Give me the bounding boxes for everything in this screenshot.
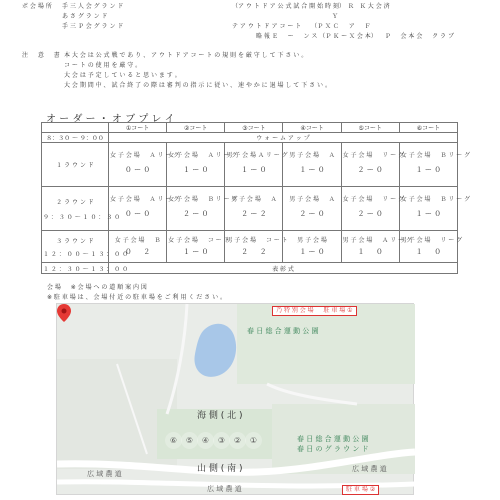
road-label: 広 域 農 道 [352,465,387,473]
match-score: ２ ２ [241,247,267,256]
match-cell [225,143,288,187]
match-score: １ ー ０ [183,166,209,174]
venue-key: 手 三 人 会 グ ラ ン ド [62,3,124,10]
match-score: ０ ー ０ [124,166,151,174]
court-header: ⑥コート [399,123,457,133]
court-marker[interactable]: ③ [213,432,230,449]
match-score: ０ ー ０ [124,210,151,218]
round-label: １ ラ ウ ン ド [42,143,109,187]
table-row [42,143,458,187]
warmup-row [42,133,458,143]
match-score: ２ ー ０ [299,210,325,218]
match-score: １ ０ [357,247,383,256]
court-marker[interactable]: ② [229,432,246,449]
info-row-2 [0,13,500,22]
ground-label-2: 春 日 の グ ラ ウ ン ド [297,445,369,453]
section-title: オ ー ダ ー ・ オ ブ プ レ イ [46,114,175,125]
match-type: 男 子 会 場 コ ー ト [226,236,288,244]
ceremony-time: １ ２ ： ３ ０ 〜 １ ３ ： ０ ０ [42,263,109,274]
warmup-time: ８：３０ 〜 ９：００ [42,133,109,143]
table-header-row [42,123,458,133]
ceremony-text: 表 彰 式 [109,263,458,274]
road-label: 広 域 農 道 [87,470,122,478]
match-cell [399,143,471,187]
court-header: ①コート [109,123,167,133]
map-note-line: ※ 駐 車 場 は 、 会 場 付 近 の 駐 車 場 を ご 利 用 く だ さ い 。 [47,294,226,301]
match-cell [399,231,463,263]
ceremony-row [42,263,458,274]
venue-value: （ア ウ ト ド ア 公 式 試 合 開 始 時 刻） Ｒ Ｋ 大 会 済 [232,3,390,10]
note-line: 本 大 会 は 公 式 戦 で あ り 、 ア ウ ト ド ア コ ー ト の 規 則 を 厳 守 し て 下 さ い 。 [64,52,308,59]
court-marker[interactable]: ④ [197,432,214,449]
info-value-2: Ｙ [332,13,339,20]
info-key-3: 手 三 Ｐ 会 グ ラ ン ド [62,23,124,30]
road-label: 広 域 農 道 [207,485,242,493]
round-label: ２ ラ ウ ン ド ９ ： ３ ０ 〜 １ ０ ： ３ ０ [42,187,109,231]
info-row-3 [0,23,500,32]
court-header: ②コート [167,123,225,133]
south-side-label: 山 側 ( 南 ) [197,464,243,474]
match-cell [109,187,180,231]
match-type: 女 子 会 場 リ ー グ [342,152,404,159]
warmup-text: ウ ォ ー ム ア ッ プ [109,133,458,143]
match-type: 男 子 会 場 Ａ リ ー グ [342,236,412,244]
match-type: 女 子 会 場 Ｂ リ ー グ [400,196,471,203]
venue-label: ボ 会 場 所 [22,3,52,10]
match-score: ２ ー ０ [357,166,383,174]
match-cell [167,231,230,263]
match-cell [399,187,471,231]
match-cell [225,231,288,263]
info-key-2: あ さ グ ラ ン ド [62,13,108,20]
park-area [237,304,415,384]
match-type: 男 子 会 場 [297,236,327,244]
pond-shape [194,324,236,377]
match-type: 女 子 会 場 リ ー グ [342,196,404,203]
match-type: 男 子 会 場 Ａ [231,196,277,203]
match-type: 女 子 会 場 Ｂ リ ー グ [400,152,471,159]
ground-label-1: 春 日 総 合 運 動 公 園 [297,435,369,443]
notes-label: 注 意 書 [22,52,60,59]
match-cell [341,187,404,231]
match-type: 女 子 会 場 Ａ リ ー グ [110,196,180,203]
match-type: 女 子 会 場 Ａ リ ー グ [110,152,180,159]
match-type: 女 子 会 場 Ａ リ ー グ [168,152,238,159]
parking-tag-2[interactable]: 駐 車 場 ② [342,485,379,495]
match-type: 男 子 会 場 リ ー グ [400,236,463,244]
match-type: 男 子 会 場 Ａ [289,152,335,159]
venue-map[interactable] [56,303,414,495]
match-cell [167,143,238,187]
match-score: １ ー ０ [415,166,442,174]
info-row-4 [0,33,500,42]
match-type: 男 子 会 場 Ａ [289,196,335,203]
table-row [42,231,458,263]
match-type: 女 子 会 場 コ ー ト [168,236,230,244]
info-value-4: 略 報 Ｅ ー ン ス （Ｐ Ｋ ー Ｘ 会 本） Ｐ 会 本 会 ク ラ ブ [256,33,454,40]
match-cell [225,187,283,231]
match-type: 女 子 会 場 Ｂ リ ー グ [168,196,238,203]
match-score: ０ ２ [124,247,151,256]
match-score: １ ０ [415,247,442,256]
park-label: 春 日 総 合 運 動 公 園 [247,327,319,335]
order-of-play-table [41,122,471,274]
match-cell [167,187,238,231]
court-header: ④コート [283,123,341,133]
match-score: １ ー ０ [241,166,267,174]
match-score: ２ ー ０ [183,210,209,218]
court-header: ③コート [225,123,283,133]
match-cell [283,187,341,231]
match-score: １ ー ０ [299,166,325,174]
notes-lines [64,52,331,92]
map-notes [47,284,226,304]
match-cell [109,143,180,187]
time-header [42,123,109,133]
note-line: 大 会 期 間 中 、 試 合 終 了 の 際 は 審 判 の 指 示 に 従 い 、 速 や か に 退 場 し て 下 さ い 。 [64,82,331,89]
round-label: ３ ラ ウ ン ド １ ２ ： ０ ０ 〜 １ ３ ： ０ ０ [42,231,109,263]
match-score: ２ ー ２ [241,210,267,218]
note-line: 大 会 は 予 定 し て い る と 思 い ま す 。 [64,72,181,79]
match-type: 男 子 会 場 Ａ リ ー グ [226,152,288,159]
round-time: ９ ： ３ ０ 〜 １ ０ ： ３ ０ [43,213,121,221]
match-cell [341,143,404,187]
court-header: ⑤コート [341,123,399,133]
match-cell [109,231,167,263]
match-score: １ ー ０ [299,247,325,256]
match-type: 女 子 会 場 Ｂ [114,236,161,244]
parking-tag-1[interactable]: 乃 特 別 会 場 駐 車 場 ① [272,306,357,316]
match-cell [283,143,341,187]
court-marker[interactable]: ⑥ [165,432,182,449]
north-side-label: 海 側 ( 北 ) [197,411,243,421]
path-east [267,384,357,404]
info-row-venue [0,3,500,12]
match-cell [341,231,412,263]
court-marker[interactable]: ⑤ [181,432,198,449]
info-value-3: テ ア ウ ト ド ア コ ー ト （Ｐ Ｘ Ｃ ア Ｆ [232,23,371,30]
round-time: １ ２ ： ０ ０ 〜 １ ３ ： ０ ０ [43,250,129,258]
court-marker[interactable]: ① [245,432,262,449]
note-line: コ ー ト の 使 用 を 厳 守 。 [64,62,142,69]
match-score: １ ー ０ [415,210,442,218]
location-pin-icon[interactable] [57,304,71,322]
table-row [42,187,458,231]
match-score: ２ ー ０ [357,210,383,218]
map-note-line: 会 場 ※ 会 場 へ の 道 順 案 内 図 [47,284,147,291]
match-score: １ ー ０ [183,247,209,256]
match-cell [283,231,341,263]
